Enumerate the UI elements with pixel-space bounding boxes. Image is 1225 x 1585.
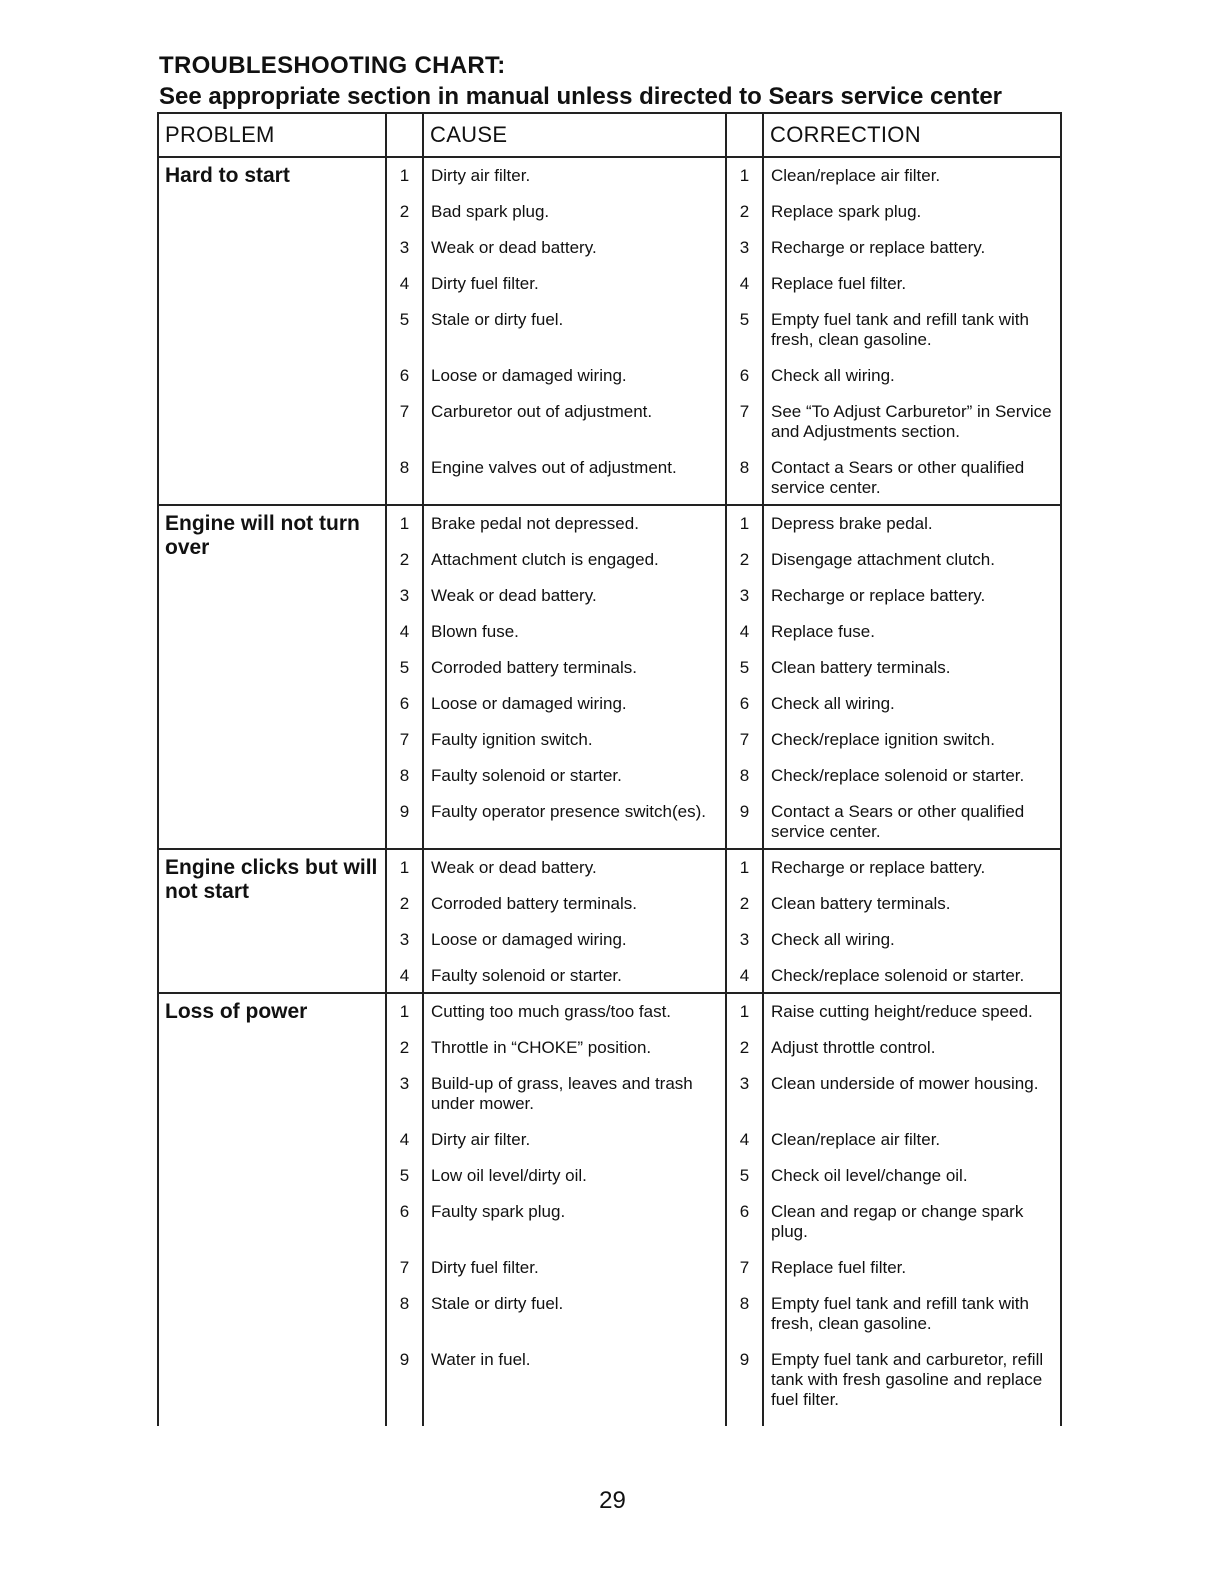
correction-text: Contact a Sears or other qualified service center. [763, 450, 1061, 505]
correction-text: Depress brake pedal. [763, 505, 1061, 542]
cause-text: Attachment clutch is engaged. [423, 542, 726, 578]
cause-text: Water in fuel. [423, 1342, 726, 1418]
header-cause: CAUSE [423, 113, 726, 157]
cause-number: 1 [386, 505, 423, 542]
correction-text: Check/replace ignition switch. [763, 722, 1061, 758]
correction-text: Clean/replace air filter. [763, 1122, 1061, 1158]
correction-number: 4 [726, 266, 763, 302]
correction-text: Check all wiring. [763, 358, 1061, 394]
cause-number: 2 [386, 1030, 423, 1066]
correction-number: 3 [726, 1066, 763, 1122]
correction-text: Raise cutting height/reduce speed. [763, 993, 1061, 1030]
cause-number: 9 [386, 794, 423, 849]
cause-text: Corroded battery terminals. [423, 886, 726, 922]
cause-text: Low oil level/dirty oil. [423, 1158, 726, 1194]
cause-number: 1 [386, 849, 423, 886]
problem-group-engine-will-not-turn-over [158, 505, 1061, 849]
correction-text: Empty fuel tank and refill tank with fresh, clean gasoline. [763, 302, 1061, 358]
cause-text: Weak or dead battery. [423, 849, 726, 886]
correction-text: Replace fuse. [763, 614, 1061, 650]
troubleshooting-chart [157, 112, 1060, 1444]
header-row [158, 113, 1061, 157]
tail-cell [423, 1418, 726, 1426]
cause-text: Loose or damaged wiring. [423, 686, 726, 722]
correction-number: 2 [726, 1030, 763, 1066]
problem-group-loss-of-power [158, 993, 1061, 1426]
cause-text: Throttle in “CHOKE” position. [423, 1030, 726, 1066]
cause-number: 5 [386, 1158, 423, 1194]
correction-number: 1 [726, 157, 763, 194]
cause-number: 3 [386, 1066, 423, 1122]
cause-text: Stale or dirty fuel. [423, 302, 726, 358]
correction-number: 8 [726, 450, 763, 505]
cause-text: Corroded battery terminals. [423, 650, 726, 686]
cause-number: 2 [386, 542, 423, 578]
cause-text: Faulty spark plug. [423, 1194, 726, 1250]
correction-text: Clean and regap or change spark plug. [763, 1194, 1061, 1250]
cause-text: Dirty air filter. [423, 1122, 726, 1158]
problem-label: Engine clicks but will not start [158, 849, 386, 993]
tail-cell [386, 1418, 423, 1426]
cause-number: 6 [386, 686, 423, 722]
correction-number: 8 [726, 758, 763, 794]
correction-text: Check/replace solenoid or starter. [763, 958, 1061, 993]
correction-number: 6 [726, 358, 763, 394]
cause-text: Loose or damaged wiring. [423, 358, 726, 394]
correction-number: 7 [726, 394, 763, 450]
correction-text: Replace fuel filter. [763, 266, 1061, 302]
problem-label: Hard to start [158, 157, 386, 505]
cause-number: 7 [386, 394, 423, 450]
tail-cell [726, 1418, 763, 1426]
cause-number: 6 [386, 358, 423, 394]
cause-number: 8 [386, 450, 423, 505]
correction-number: 6 [726, 1194, 763, 1250]
problem-label: Loss of power [158, 993, 386, 1426]
cause-text: Blown fuse. [423, 614, 726, 650]
correction-text: Recharge or replace battery. [763, 578, 1061, 614]
correction-text: Check/replace solenoid or starter. [763, 758, 1061, 794]
cause-text: Dirty fuel filter. [423, 266, 726, 302]
correction-number: 1 [726, 505, 763, 542]
cause-number: 4 [386, 1122, 423, 1158]
header-correction: CORRECTION [763, 113, 1061, 157]
correction-number: 8 [726, 1286, 763, 1342]
chart-subtitle: See appropriate section in manual unless directed to Sears service center [159, 83, 1002, 110]
correction-number: 9 [726, 794, 763, 849]
correction-number: 1 [726, 849, 763, 886]
cause-text: Loose or damaged wiring. [423, 922, 726, 958]
cause-number: 4 [386, 266, 423, 302]
cause-number: 4 [386, 958, 423, 993]
correction-number: 3 [726, 230, 763, 266]
correction-text: Replace spark plug. [763, 194, 1061, 230]
correction-text: Recharge or replace battery. [763, 230, 1061, 266]
cause-text: Stale or dirty fuel. [423, 1286, 726, 1342]
correction-text: Empty fuel tank and carburetor, refill tank with fresh gasoline and replace fuel filter. [763, 1342, 1061, 1418]
header-correction-number [726, 113, 763, 157]
correction-number: 4 [726, 958, 763, 993]
correction-number: 6 [726, 686, 763, 722]
cause-text: Carburetor out of adjustment. [423, 394, 726, 450]
cause-text: Weak or dead battery. [423, 230, 726, 266]
cause-number: 3 [386, 922, 423, 958]
correction-number: 2 [726, 886, 763, 922]
cause-text: Faulty operator presence switch(es). [423, 794, 726, 849]
table-row [158, 505, 1061, 542]
correction-number: 3 [726, 578, 763, 614]
correction-text: Check all wiring. [763, 922, 1061, 958]
cause-number: 5 [386, 302, 423, 358]
cause-text: Faulty solenoid or starter. [423, 958, 726, 993]
chart-title: TROUBLESHOOTING CHART: [159, 52, 506, 79]
correction-text: Check all wiring. [763, 686, 1061, 722]
cause-number: 6 [386, 1194, 423, 1250]
cause-text: Faulty solenoid or starter. [423, 758, 726, 794]
cause-text: Weak or dead battery. [423, 578, 726, 614]
correction-number: 4 [726, 1122, 763, 1158]
correction-number: 2 [726, 194, 763, 230]
correction-number: 7 [726, 1250, 763, 1286]
page-number: 29 [599, 1487, 626, 1514]
cause-text: Engine valves out of adjustment. [423, 450, 726, 505]
problem-group-engine-clicks-but-will-not-start [158, 849, 1061, 993]
cause-number: 3 [386, 578, 423, 614]
correction-text: Clean battery terminals. [763, 650, 1061, 686]
correction-text: Disengage attachment clutch. [763, 542, 1061, 578]
correction-text: Empty fuel tank and refill tank with fresh, clean gasoline. [763, 1286, 1061, 1342]
correction-text: Replace fuel filter. [763, 1250, 1061, 1286]
cause-number: 8 [386, 758, 423, 794]
cause-number: 1 [386, 157, 423, 194]
cause-text: Build-up of grass, leaves and trash under mower. [423, 1066, 726, 1122]
table-row [158, 993, 1061, 1030]
correction-text: Recharge or replace battery. [763, 849, 1061, 886]
cause-number: 2 [386, 194, 423, 230]
cause-number: 7 [386, 722, 423, 758]
cause-number: 5 [386, 650, 423, 686]
table-row [158, 157, 1061, 194]
correction-number: 5 [726, 302, 763, 358]
correction-number: 1 [726, 993, 763, 1030]
correction-number: 3 [726, 922, 763, 958]
problem-group-hard-to-start [158, 157, 1061, 505]
header-problem: PROBLEM [158, 113, 386, 157]
chart-heading [159, 52, 1079, 112]
cause-text: Brake pedal not depressed. [423, 505, 726, 542]
cause-number: 7 [386, 1250, 423, 1286]
tail-cell [763, 1418, 1061, 1426]
correction-text: Contact a Sears or other qualified service center. [763, 794, 1061, 849]
troubleshooting-table [157, 112, 1062, 1426]
correction-text: Adjust throttle control. [763, 1030, 1061, 1066]
cause-text: Dirty fuel filter. [423, 1250, 726, 1286]
correction-text: Clean underside of mower housing. [763, 1066, 1061, 1122]
correction-text: Clean battery terminals. [763, 886, 1061, 922]
correction-text: Check oil level/change oil. [763, 1158, 1061, 1194]
table-row [158, 849, 1061, 886]
correction-number: 9 [726, 1342, 763, 1418]
correction-number: 4 [726, 614, 763, 650]
cause-text: Bad spark plug. [423, 194, 726, 230]
correction-number: 5 [726, 1158, 763, 1194]
correction-number: 5 [726, 650, 763, 686]
problem-label: Engine will not turn over [158, 505, 386, 849]
correction-number: 2 [726, 542, 763, 578]
cause-text: Faulty ignition switch. [423, 722, 726, 758]
cause-number: 4 [386, 614, 423, 650]
cause-text: Dirty air filter. [423, 157, 726, 194]
cause-number: 8 [386, 1286, 423, 1342]
cause-number: 3 [386, 230, 423, 266]
header-cause-number [386, 113, 423, 157]
correction-number: 7 [726, 722, 763, 758]
correction-text: Clean/replace air filter. [763, 157, 1061, 194]
cause-number: 9 [386, 1342, 423, 1418]
cause-text: Cutting too much grass/too fast. [423, 993, 726, 1030]
correction-text: See “To Adjust Carburetor” in Service and Adjustments section. [763, 394, 1061, 450]
cause-number: 2 [386, 886, 423, 922]
cause-number: 1 [386, 993, 423, 1030]
